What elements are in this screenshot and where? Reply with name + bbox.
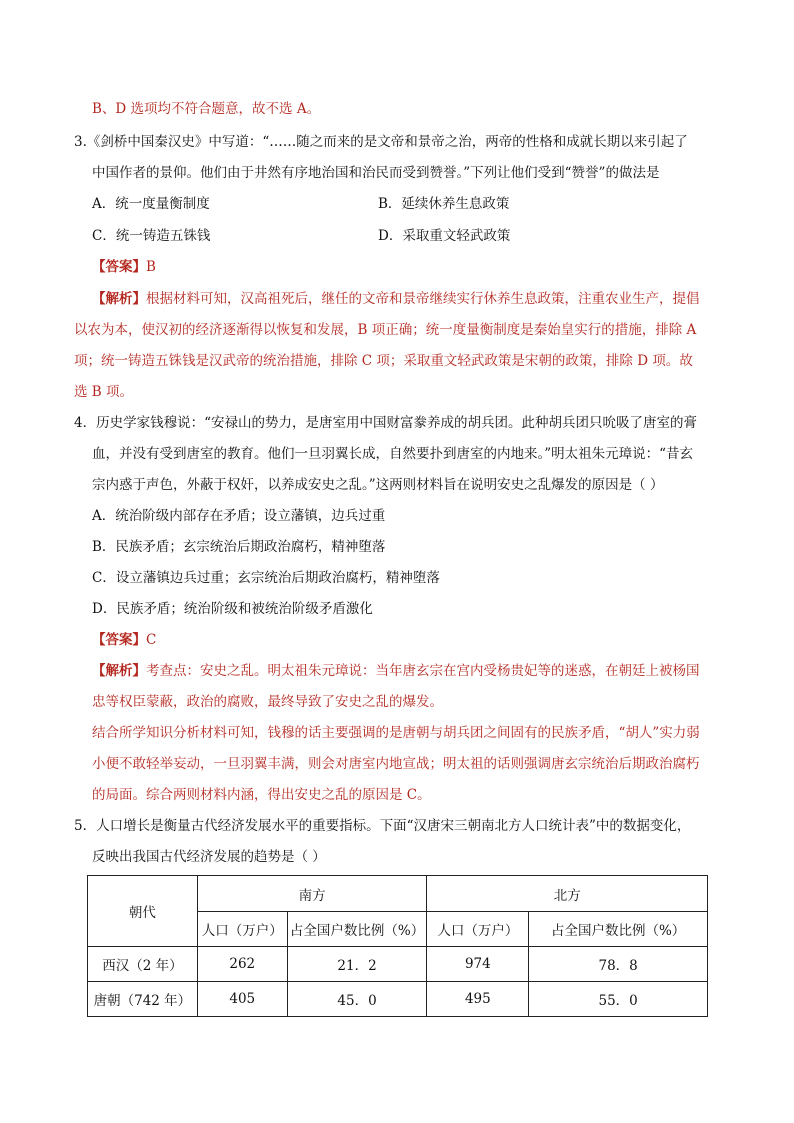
answer-tag: 【答案】: [92, 259, 146, 275]
question-4-option-b: B．民族矛盾；玄宗统治后期政治腐朽，精神堕落: [92, 539, 386, 555]
analysis-tag: 【解析】: [92, 291, 146, 307]
south-population-header: 人口（万户）: [197, 912, 287, 947]
question-3-option-d: D．采取重文轻武政策: [378, 228, 511, 244]
north-population-header: 人口（万户）: [427, 912, 529, 947]
question-4-analysis-line-2: 忠等权臣蒙蔽，政治的腐败，最终导致了安史之乱的爆发。: [92, 694, 443, 710]
question-4-stem-line-2: 血，并没有受到唐室的教育。他们一旦羽翼长成，自然要扑到唐室的内地来。”明太祖朱元璋说：“昔玄: [92, 446, 694, 462]
question-4-analysis-line-4: 小便不敢轻举妄动，一旦羽翼丰满，则会对唐室内地宣战；明太祖的话则强调唐玄宗统治后期政治腐朽: [92, 756, 700, 772]
question-3-stem-line-2: 中国作者的景仰。他们由于井然有序地治国和治民而受到赞誉。”下列让他们受到“赞誉”的做法是: [92, 165, 660, 181]
question-3-option-a: A．统一度量衡制度: [92, 196, 210, 212]
question-3-option-b: B．延续休养生息政策: [378, 196, 510, 212]
question-3-analysis-line-2: 以农为本，使汉初的经济逐渐得以恢复和发展，B 项正确；统一度量衡制度是秦始皇实行的措施，排除 A: [74, 322, 697, 338]
question-4-analysis-line-3: 结合所学知识分析材料可知，钱穆的话主要强调的是唐朝与胡兵团之间固有的民族矛盾，“胡人”实力弱: [92, 725, 700, 741]
table-cell: 西汉（2 年）: [88, 947, 198, 982]
question-5-stem-line-2: 反映出我国古代经济发展的趋势是（ ）: [92, 849, 326, 865]
answer-value: B: [146, 259, 156, 275]
south-header: 南方: [197, 876, 427, 912]
question-3-analysis-line-4: 选 B 项。: [74, 384, 134, 400]
population-table: [87, 875, 708, 1017]
previous-analysis-tail: B、D 选项均不符合题意，故不选 A。: [92, 101, 321, 117]
question-4-option-c: C．设立藩镇边兵过重；玄宗统治后期政治腐朽，精神堕落: [92, 570, 440, 586]
north-ratio-header: 占全国户数比例（%）: [529, 912, 708, 947]
question-4-analysis-line-1: [92, 662, 700, 680]
question-3-analysis-line-3: 项；统一铸造五铢钱是汉武帝的统治措施，排除 C 项；采取重文轻武政策是宋朝的政策，排除 D 项。故: [74, 353, 693, 369]
table-cell: 唐朝（742 年）: [88, 982, 198, 1017]
question-4-analysis-line-5: 的局面。综合两则材料内涵，得出安史之乱的原因是 C。: [92, 787, 431, 803]
dynasty-header: 朝代: [88, 876, 198, 947]
answer-tag: 【答案】: [92, 632, 146, 648]
table-cell: 55．0: [529, 982, 708, 1017]
question-3-analysis-line-1: [92, 290, 700, 308]
question-5-stem-line-1: 5．人口增长是衡量古代经济发展水平的重要指标。下面“汉唐宋三朝南北方人口统计表”中的数据变化，: [74, 818, 691, 834]
question-3-answer: [92, 258, 156, 276]
table-cell: 21．2: [287, 947, 427, 982]
analysis-text: 根据材料可知，汉高祖死后，继任的文帝和景帝继续实行休养生息政策，注重农业生产，提倡: [146, 291, 700, 307]
question-4-option-a: A．统治阶级内部存在矛盾；设立藩镇，边兵过重: [92, 508, 386, 524]
table-cell: 78．8: [529, 947, 708, 982]
question-3-stem-line-1: 3.《剑桥中国秦汉史》中写道：“……随之而来的是文帝和景帝之治，两帝的性格和成就长期以来引起了: [74, 134, 688, 150]
answer-value: C: [146, 632, 157, 648]
table-row: [88, 947, 708, 982]
table-cell: 974: [427, 947, 529, 982]
south-ratio-header: 占全国户数比例（%）: [287, 912, 427, 947]
table-cell: 405: [197, 982, 287, 1017]
question-4-answer: [92, 631, 156, 649]
question-4-stem-line-3: 宗内惑于声色，外蔽于权奸，以养成安史之乱。”这两则材料旨在说明安史之乱爆发的原因是（ ）: [92, 477, 664, 493]
table-row: [88, 982, 708, 1017]
question-4-stem-line-1: 4．历史学家钱穆说：“安禄山的势力，是唐室用中国财富豢养成的胡兵团。此种胡兵团只吮吸了唐室的膏: [74, 415, 697, 431]
table-cell: 262: [197, 947, 287, 982]
table-cell: 45．0: [287, 982, 427, 1017]
question-4-option-d: D．民族矛盾；统治阶级和被统治阶级矛盾激化: [92, 601, 373, 617]
table-cell: 495: [427, 982, 529, 1017]
analysis-tag: 【解析】: [92, 663, 146, 679]
analysis-text: 考查点：安史之乱。明太祖朱元璋说：当年唐玄宗在宫内受杨贵妃等的迷惑，在朝廷上被杨国: [146, 663, 700, 679]
question-3-option-c: C．统一铸造五铢钱: [92, 228, 211, 244]
north-header: 北方: [427, 876, 708, 912]
